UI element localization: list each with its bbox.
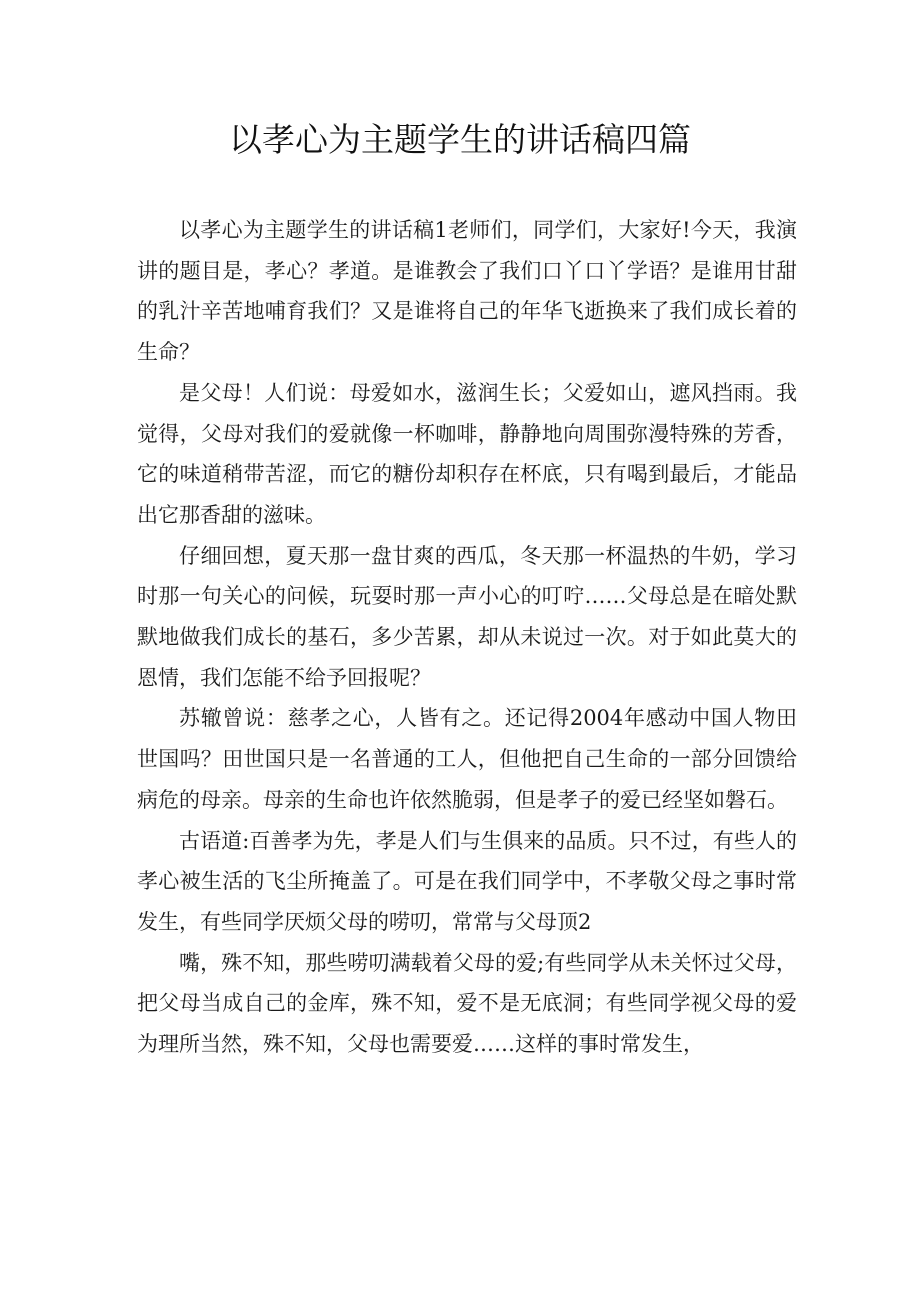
paragraph-4: 苏辙曾说：慈孝之心，人皆有之。还记得2004年感动中国人物田世国吗？田世国只是一名普通的工人，但他把自己生命的一部分回馈给病危的母亲。母亲的生命也许依然脆弱，但是孝子的爱已经坚如磐石。	[137, 706, 797, 812]
paragraph-1: 以孝心为主题学生的讲话稿1老师们，同学们，大家好!今天，我演讲的题目是，孝心？孝道。是谁教会了我们口丫口丫学语？是谁用甘甜的乳汁辛苦地哺育我们？又是谁将自己的年华飞逝换来了我们成长着的生命？	[137, 218, 797, 365]
document-body	[137, 210, 797, 1065]
paragraph-2: 是父母！人们说：母爱如水，滋润生长；父爱如山，遮风挡雨。我觉得，父母对我们的爱就像一杯咖啡，静静地向周围弥漫特殊的芳香，它的味道稍带苦涩，而它的糖份却积存在杯底，只有喝到最后，才能品出它那香甜的滋味。	[137, 380, 797, 527]
paragraph-5: 古语道:百善孝为先，孝是人们与生俱来的品质。只不过，有些人的孝心被生活的飞尘所掩盖了。可是在我们同学中，不孝敬父母之事时常发生，有些同学厌烦父母的唠叨，常常与父母顶2	[137, 828, 797, 934]
document-title: 以孝心为主题学生的讲话稿四篇	[229, 120, 691, 159]
paragraph-6: 嘴，殊不知，那些唠叨满载着父母的爱;有些同学从未关怀过父母，把父母当成自己的金库，殊不知，爱不是无底洞；有些同学视父母的爱为理所当然，殊不知，父母也需要爱……这样的事时常发生，	[137, 950, 797, 1057]
paragraph-3: 仔细回想，夏天那一盘甘爽的西瓜，冬天那一杯温热的牛奶，学习时那一句关心的问候，玩耍时那一声小心的叮咛……父母总是在暗处默默地做我们成长的基石，多少苦累，却从未说过一次。对于如此莫大的恩情，我们怎能不给予回报呢？	[137, 543, 797, 690]
